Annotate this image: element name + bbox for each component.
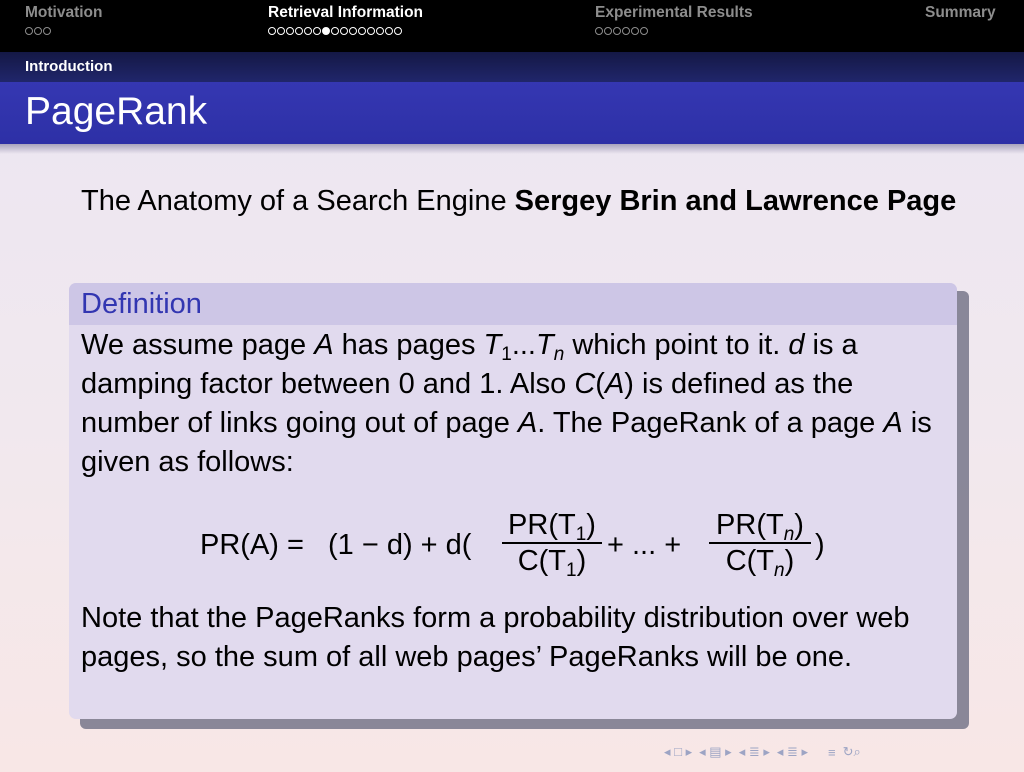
frame-dot[interactable] [358,27,366,35]
frame-title: PageRank [25,90,208,133]
frame-dot[interactable] [622,27,630,35]
frame-dot[interactable] [349,27,357,35]
text-run: PR(T [508,509,576,541]
nav-section-title[interactable]: Summary [925,4,996,21]
math-var: A [604,368,625,400]
formula-term: (1 − d) + d( [328,529,472,561]
frame-dot[interactable] [295,27,303,35]
frame-dot[interactable] [268,27,276,35]
section-nav-icon[interactable]: ◂ ≣ ▸ [738,744,770,759]
frame-title-bar [0,82,1024,144]
math-subscript: n [553,344,565,365]
frame-dots [25,27,103,35]
frame-dot[interactable] [367,27,375,35]
frame-dot[interactable] [43,27,51,35]
text-run: . The PageRank of a page [537,407,884,439]
fraction-bar [709,542,811,544]
math-subscript: n [774,560,785,581]
text-run: ( [595,368,605,400]
frame-dot[interactable] [304,27,312,35]
nav-section-title[interactable]: Motivation [25,4,103,21]
text-run: C(T [725,545,775,577]
presentation-nav-icon[interactable]: ◂ ≣ ▸ [776,744,809,759]
frame-dot[interactable] [277,27,285,35]
intro-text [81,182,961,221]
fraction-2 [709,509,811,581]
math-var: A [883,407,903,439]
definition-block [69,283,957,719]
math-var: A [314,329,334,361]
definition-paragraph [81,326,941,482]
frame-dot[interactable] [640,27,648,35]
frame-dot[interactable] [376,27,384,35]
align-icon[interactable]: ≡ [828,744,836,760]
fraction-numerator [502,509,602,545]
text-run: We assume page [81,329,315,361]
subsection-title[interactable]: Introduction [25,58,113,75]
formula-ellipsis: + ... + [607,529,682,561]
nav-section-summary[interactable] [925,4,996,27]
math-var: d [788,329,805,361]
definition-title: Definition [81,288,202,320]
text-run: is a damping factor between 0 and 1. Also [81,329,858,400]
frame-dot[interactable] [286,27,294,35]
text-run: C(T [517,545,567,577]
fraction-1 [502,509,602,581]
formula-close: ) [815,529,825,561]
math-subscript: 1 [501,344,512,365]
fraction-denominator [502,545,602,581]
text-run: ) [794,509,804,541]
frame-nav-icon[interactable]: ◂ □ ▸ [664,744,693,759]
frame-dot[interactable] [385,27,393,35]
section-navigation [0,0,1024,52]
search-icon[interactable]: ↻⌕ [842,744,861,759]
pagerank-formula [69,509,957,589]
nav-section-experimental-results[interactable] [595,4,753,35]
subsection-nav-icon[interactable]: ◂ ▤ ▸ [699,744,732,759]
text-run: ) is defined as the number of links going out of page [81,368,854,439]
nav-section-title[interactable]: Experimental Results [595,4,753,21]
authors: Sergey Brin and Lawrence Page [514,185,957,217]
subsection-bar [0,52,1024,82]
nav-section-motivation[interactable] [25,4,103,35]
definition-note: Note that the PageRanks form a probability distribution over web pages, so the sum of all web pages’ PageRanks will be one. [81,602,910,673]
frame-dot[interactable] [313,27,321,35]
text-run: PR(T [716,509,784,541]
math-subscript: 1 [566,560,577,581]
formula-lhs: PR(A) = [200,529,304,561]
math-var: A [517,407,538,439]
fraction-denominator [709,545,811,581]
frame-dot[interactable] [322,27,330,35]
text-run: ... [511,329,536,361]
definition-header [69,283,957,325]
text-run: ) [586,509,596,541]
text-run: which point to it. [564,329,789,361]
nav-section-title[interactable]: Retrieval Information [268,4,424,21]
math-var: T [483,329,502,361]
frame-dot[interactable] [604,27,612,35]
frame-dot[interactable] [613,27,621,35]
math-var: C [574,368,596,400]
math-var: T [535,329,554,361]
frame-dot[interactable] [331,27,339,35]
frame-dot[interactable] [34,27,42,35]
math-subscript: 1 [575,524,587,545]
title-shadow [0,144,1024,154]
text-run: ) [784,545,795,577]
beamer-navigation-symbols [664,744,861,760]
frame-dots [268,27,423,35]
text-run: has pages [333,329,484,361]
math-subscript: n [783,524,795,545]
frame-dot[interactable] [595,27,603,35]
paper-title: The Anatomy of a Search Engine [81,185,515,217]
nav-section-retrieval-information[interactable] [268,4,423,35]
frame-dot[interactable] [394,27,402,35]
frame-dot[interactable] [340,27,348,35]
frame-dot[interactable] [25,27,33,35]
text-run: is given as follows: [81,407,932,478]
frame-dot[interactable] [631,27,639,35]
fraction-numerator [709,509,811,545]
text-run: ) [576,545,587,577]
fraction-bar [502,542,602,544]
frame-dots [595,27,753,35]
